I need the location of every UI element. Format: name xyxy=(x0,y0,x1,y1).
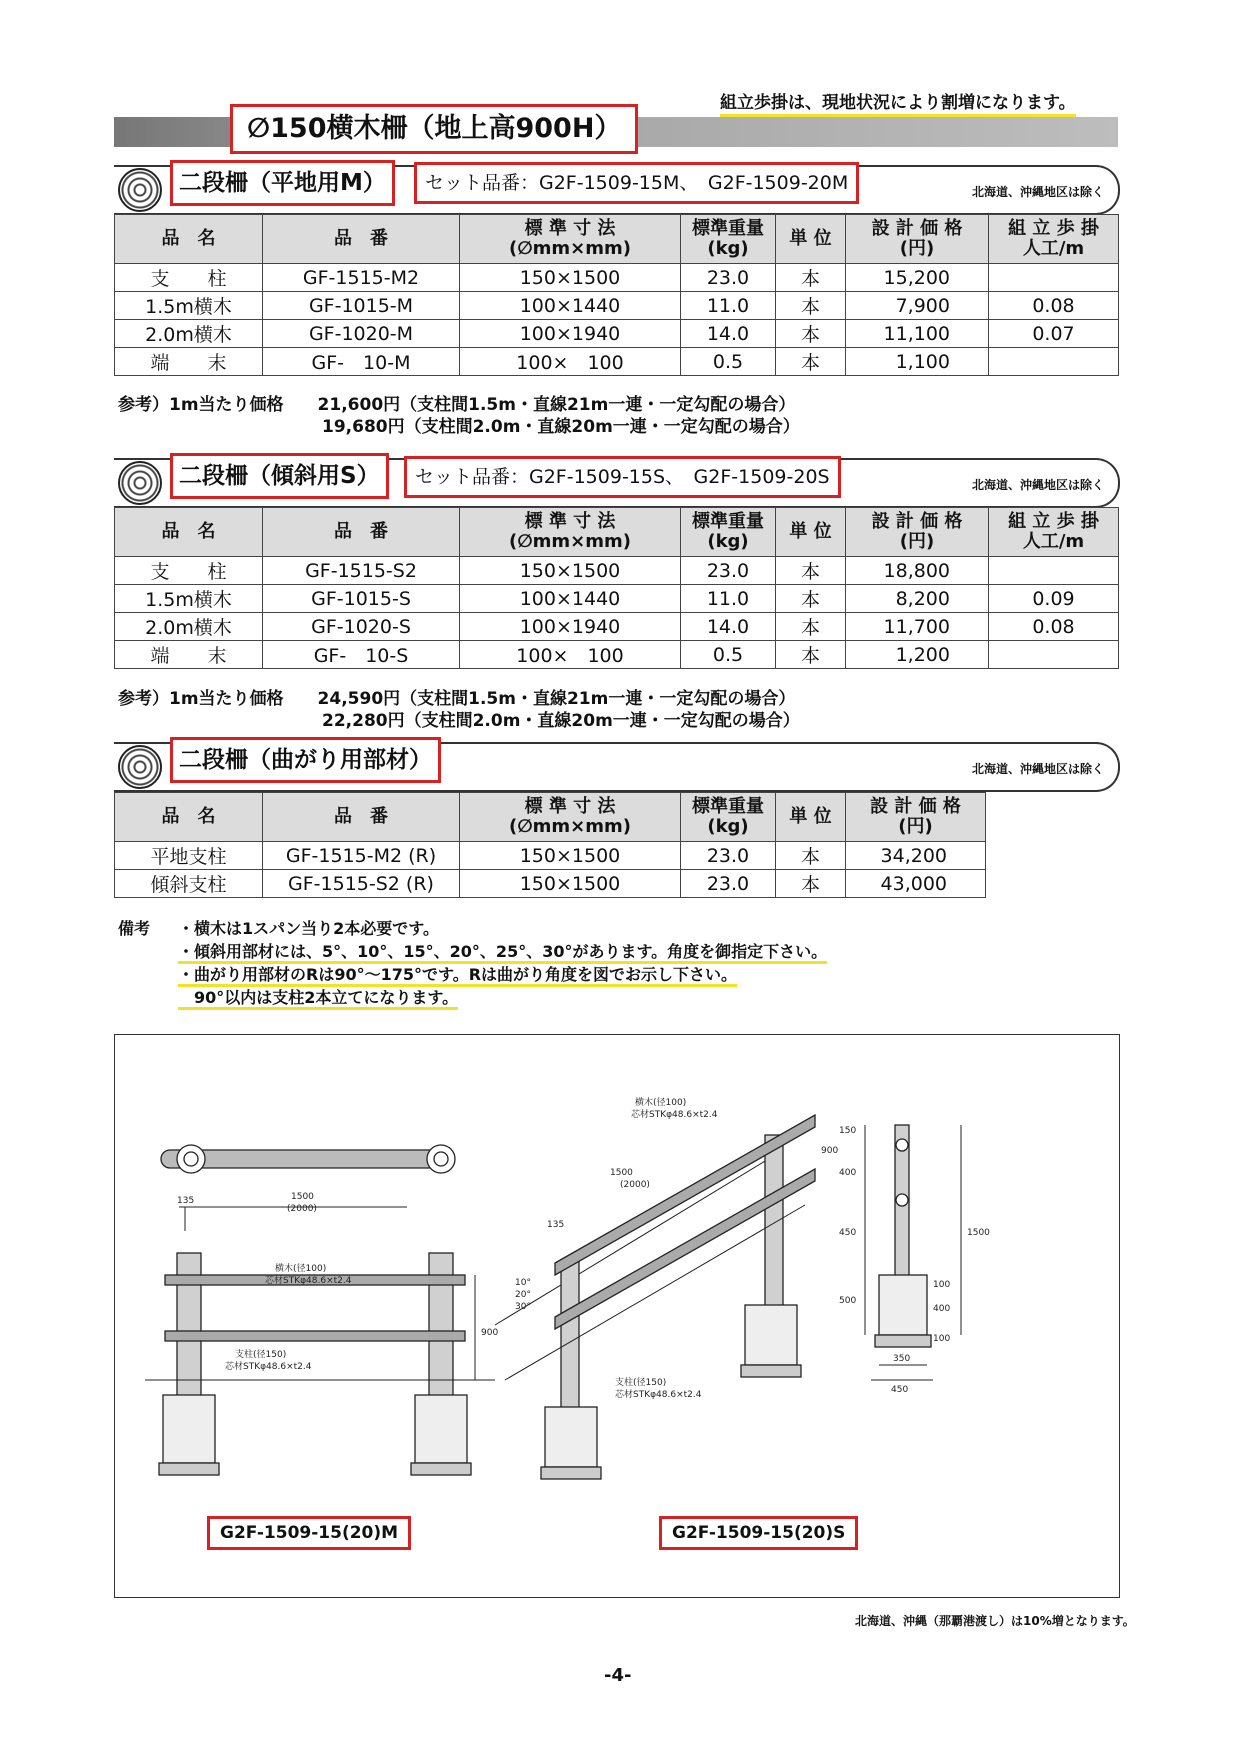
cell: 100× 100 xyxy=(460,641,681,669)
log-end-icon xyxy=(118,461,162,505)
cell: 11.0 xyxy=(681,292,776,320)
cell: 0.5 xyxy=(681,348,776,376)
post-plan xyxy=(427,1145,455,1173)
remark-item: 90°以内は支柱2本立てになります。 xyxy=(178,988,458,1010)
cell: 支 柱 xyxy=(115,264,263,292)
remarks-label: 備考 xyxy=(118,919,151,938)
dim-135: 135 xyxy=(177,1196,195,1206)
header-price: 設 計 価 格 (円) xyxy=(846,215,989,264)
cell: GF-1515-M2 (R) xyxy=(263,842,460,870)
cell: 本 xyxy=(776,292,846,320)
cell: 100× 100 xyxy=(460,348,681,376)
cell: 150×1500 xyxy=(460,842,681,870)
cell: 23.0 xyxy=(681,264,776,292)
cell: 本 xyxy=(776,870,846,898)
cell: 14.0 xyxy=(681,320,776,348)
cell: 本 xyxy=(776,613,846,641)
cell: 本 xyxy=(776,842,846,870)
header-unit: 単 位 xyxy=(776,793,846,842)
cell: GF-1020-S xyxy=(263,613,460,641)
cell: 2.0m横木 xyxy=(115,613,263,641)
side-dim: 1500 xyxy=(967,1228,990,1238)
cell: 傾斜支柱 xyxy=(115,870,263,898)
header-name: 品 名 xyxy=(115,508,263,557)
remark-item: ・曲がり用部材のRは90°～175°です。Rは曲がり角度を図でお示し下さい。 xyxy=(178,965,737,987)
cell: GF- 10-S xyxy=(263,641,460,669)
header-size: 標 準 寸 法 (∅mm×mm) xyxy=(460,793,681,842)
set-number-slope: セット品番：G2F-1509-15S、 G2F-1509-20S xyxy=(404,456,841,498)
cell: 本 xyxy=(776,348,846,376)
remark-item: ・横木は1スパン当り2本必要です。 xyxy=(178,919,439,938)
header-price: 設 計 価 格 (円) xyxy=(846,793,986,842)
post-label: 支柱(径150) xyxy=(235,1350,287,1360)
cell: 0.07 xyxy=(989,320,1119,348)
cell: 支 柱 xyxy=(115,557,263,585)
table-row xyxy=(115,585,1119,613)
cell: 本 xyxy=(776,557,846,585)
slope-dim-2000: (2000) xyxy=(620,1180,650,1190)
assembly-note: 組立歩掛は、現地状況により割増になります。 xyxy=(720,92,1076,117)
side-dim: 100 xyxy=(933,1280,951,1290)
region-note: 北海道、沖縄地区は除く xyxy=(972,185,1105,199)
header-labor: 組 立 歩 掛 人工/m xyxy=(989,215,1119,264)
dim-1500: 1500 xyxy=(291,1192,314,1202)
header-labor: 組 立 歩 掛 人工/m xyxy=(989,508,1119,557)
slope-post-label: 支柱(径150) xyxy=(615,1378,667,1388)
side-dim: 450 xyxy=(839,1228,857,1238)
slope-dim-135: 135 xyxy=(547,1220,565,1230)
cell: 1,100 xyxy=(846,348,989,376)
cell: 7,900 xyxy=(846,292,989,320)
foundation-right xyxy=(415,1395,467,1463)
cell: 15,200 xyxy=(846,264,989,292)
caption-slope: G2F-1509-15(20)S xyxy=(659,1516,858,1550)
post-core-label: 芯材STKφ48.6×t2.4 xyxy=(225,1362,312,1372)
table-row xyxy=(115,264,1119,292)
spec-table-slope xyxy=(114,507,1119,669)
cell: GF-1515-S2 (R) xyxy=(263,870,460,898)
angle-20: 20° xyxy=(515,1290,531,1300)
remark-item: ・傾斜用部材には、5°、10°、15°、20°、25°、30°があります。角度を御指定下さい。 xyxy=(178,942,827,964)
slope-dim-1500: 1500 xyxy=(610,1168,633,1178)
cell: 2.0m横木 xyxy=(115,320,263,348)
header-code: 品 番 xyxy=(263,793,460,842)
cell: 100×1940 xyxy=(460,320,681,348)
region-note: 北海道、沖縄地区は除く xyxy=(972,478,1105,492)
caption-flat: G2F-1509-15(20)M xyxy=(207,1516,411,1550)
cell: 23.0 xyxy=(681,557,776,585)
cell: 0.5 xyxy=(681,641,776,669)
slope-dim-900: 900 xyxy=(821,1146,839,1156)
table-row xyxy=(115,870,986,898)
log-end-icon xyxy=(118,168,162,212)
table-row xyxy=(115,557,1119,585)
cell: 100×1440 xyxy=(460,585,681,613)
section-title-flat: 二段柵（平地用M） xyxy=(170,160,395,206)
header-weight: 標準重量 (kg) xyxy=(681,508,776,557)
cell: 150×1500 xyxy=(460,264,681,292)
cell: 0.08 xyxy=(989,292,1119,320)
slope-rail-label: 横木(径100) xyxy=(635,1098,687,1108)
page-title: ∅150横木柵（地上高900H） xyxy=(230,104,638,154)
side-dim: 500 xyxy=(839,1296,857,1306)
cell: 100×1940 xyxy=(460,613,681,641)
table-row xyxy=(115,613,1119,641)
header-price: 設 計 価 格 (円) xyxy=(846,508,989,557)
cell: 100×1440 xyxy=(460,292,681,320)
spec-table-flat xyxy=(114,214,1119,376)
spec-table-curve xyxy=(114,792,986,898)
cell: 23.0 xyxy=(681,842,776,870)
cell: 11.0 xyxy=(681,585,776,613)
table-row xyxy=(115,641,1119,669)
set-number-flat: セット品番：G2F-1509-15M、 G2F-1509-20M xyxy=(414,162,859,204)
section-title-slope: 二段柵（傾斜用S） xyxy=(170,453,389,499)
angle-30: 30° xyxy=(515,1302,531,1312)
header-code: 品 番 xyxy=(263,215,460,264)
cell: 1,200 xyxy=(846,641,989,669)
header-name: 品 名 xyxy=(115,215,263,264)
cell: GF-1015-M xyxy=(263,292,460,320)
side-dim: 100 xyxy=(933,1334,951,1344)
cell: 平地支柱 xyxy=(115,842,263,870)
side-dim: 400 xyxy=(933,1304,951,1314)
reference-price-slope: 参考）1m当たり価格 24,590円（支柱間1.5m・直線21m一連・一定勾配の場合） 22,280円（支柱間2.0m・直線20m一連・一定勾配の場合） xyxy=(118,689,800,731)
foundation-left xyxy=(163,1395,215,1463)
surcharge-note: 北海道、沖縄（那覇港渡し）は10%増となります。 xyxy=(855,1614,1135,1628)
cell: 150×1500 xyxy=(460,870,681,898)
cell: 0.08 xyxy=(989,613,1119,641)
cell: 11,700 xyxy=(846,613,989,641)
cell: 11,100 xyxy=(846,320,989,348)
header-unit: 単 位 xyxy=(776,215,846,264)
cell xyxy=(989,264,1119,292)
cell xyxy=(989,557,1119,585)
cell: 1.5m横木 xyxy=(115,292,263,320)
rail-label: 横木(径100) xyxy=(275,1264,327,1274)
cell: 23.0 xyxy=(681,870,776,898)
cell: 8,200 xyxy=(846,585,989,613)
cell: 150×1500 xyxy=(460,557,681,585)
cell: 本 xyxy=(776,641,846,669)
header-size: 標 準 寸 法 (∅mm×mm) xyxy=(460,215,681,264)
cell: GF-1020-M xyxy=(263,320,460,348)
cell: 43,000 xyxy=(846,870,986,898)
slope-post-core: 芯材STKφ48.6×t2.4 xyxy=(615,1390,702,1400)
header-unit: 単 位 xyxy=(776,508,846,557)
region-note: 北海道、沖縄地区は除く xyxy=(972,762,1105,776)
cell: 端 末 xyxy=(115,641,263,669)
cell: 1.5m横木 xyxy=(115,585,263,613)
header-code: 品 番 xyxy=(263,508,460,557)
cell: 本 xyxy=(776,320,846,348)
slope-rail-core: 芯材STKφ48.6×t2.4 xyxy=(631,1110,718,1120)
cell: GF-1515-M2 xyxy=(263,264,460,292)
header-weight: 標準重量 (kg) xyxy=(681,793,776,842)
page-number: -4- xyxy=(604,1665,632,1686)
reference-price-flat: 参考）1m当たり価格 21,600円（支柱間1.5m・直線21m一連・一定勾配の場合） 19,680円（支柱間2.0m・直線20m一連・一定勾配の場合） xyxy=(118,395,800,437)
rail-lower xyxy=(165,1331,465,1341)
angle-10: 10° xyxy=(515,1278,531,1288)
table-row xyxy=(115,842,986,870)
table-row xyxy=(115,320,1119,348)
cell: 18,800 xyxy=(846,557,989,585)
log-end-icon xyxy=(118,745,162,789)
cell: 本 xyxy=(776,585,846,613)
drawing-svg xyxy=(115,1035,1119,1597)
cell: GF- 10-M xyxy=(263,348,460,376)
cell: 本 xyxy=(776,264,846,292)
side-dim: 150 xyxy=(839,1126,857,1136)
header-size: 標 準 寸 法 (∅mm×mm) xyxy=(460,508,681,557)
dim-2000: (2000) xyxy=(287,1204,317,1214)
post-plan xyxy=(177,1145,205,1173)
rail-core-label: 芯材STKφ48.6×t2.4 xyxy=(265,1276,352,1286)
cell xyxy=(989,641,1119,669)
table-row xyxy=(115,292,1119,320)
cell: 0.09 xyxy=(989,585,1119,613)
side-dim: 350 xyxy=(893,1354,911,1364)
side-dim: 450 xyxy=(891,1385,909,1395)
installation-drawing xyxy=(114,1034,1120,1598)
cell: 34,200 xyxy=(846,842,986,870)
cell: 端 末 xyxy=(115,348,263,376)
section-title-curve: 二段柵（曲がり用部材） xyxy=(170,737,441,783)
cell: GF-1015-S xyxy=(263,585,460,613)
remarks xyxy=(118,917,827,1009)
header-name: 品 名 xyxy=(115,793,263,842)
header-weight: 標準重量 (kg) xyxy=(681,215,776,264)
table-row xyxy=(115,348,1119,376)
dim-900: 900 xyxy=(481,1328,499,1338)
cell xyxy=(989,348,1119,376)
cell: GF-1515-S2 xyxy=(263,557,460,585)
cell: 14.0 xyxy=(681,613,776,641)
side-dim: 400 xyxy=(839,1168,857,1178)
